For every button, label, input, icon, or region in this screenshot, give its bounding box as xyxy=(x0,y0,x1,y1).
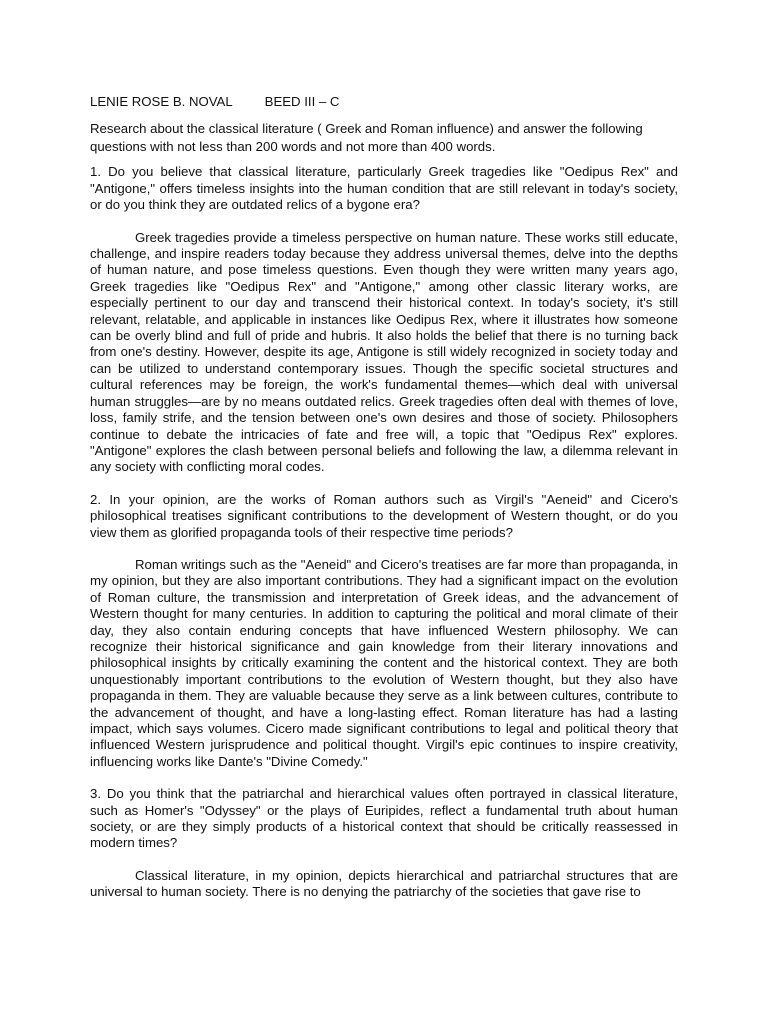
answer-3: Classical literature, in my opinion, depicts hierarchical and patriarchal structures that are universal to human society. There is no denying the patriarchy of the societies that gave rise to xyxy=(90,867,678,900)
course-section: BEED III – C xyxy=(264,94,340,109)
answer-1: Greek tragedies provide a timeless perspective on human nature. These works still educate, challenge, and inspire readers today because they address universal themes, delve into the depths of human nature, and pose timeless questions. Even though they were written many years ago, Greek tragedies like "Oedipus Rex" and "Antigone," among other classic literary works, are especially pertinent to our day and transcend their historical context. In today's society, it's still relevant, relatable, and applicable in instances like Oedipus Rex, where it illustrates how someone can be overly blind and full of pride and hubris. It also holds the belief that there is no turning back from one's destiny. However, despite its age, Antigone is still widely recognized in society today and can be utilized to understand contemporary issues. Though the specific societal structures and cultural references may be foreign, the work's fundamental themes—which deal with universal human struggles—are by no means outdated relics. Greek tragedies often deal with themes of love, loss, family strife, and the tension between one's own desires and those of society. Philosophers continue to debate the intricacies of fate and free will, a topic that "Oedipus Rex" explores. "Antigone" explores the clash between personal beliefs and following the law, a dilemma relevant in any society with conflicting moral codes. xyxy=(90,229,678,475)
question-3: 3. Do you think that the patriarchal and hierarchical values often portrayed in classical literature, such as Homer's "Odyssey" or the plays of Euripides, reflect a fundamental truth about human society, or are they simply products of a historical context that should be critically reassessed in modern times? xyxy=(90,786,678,851)
question-1: 1. Do you believe that classical literature, particularly Greek tragedies like "Oedipus Rex" and "Antigone," offers timeless insights into the human condition that are still relevant in today's society, or do you think they are outdated relics of a bygone era? xyxy=(90,164,678,213)
answer-2: Roman writings such as the "Aeneid" and Cicero's treatises are far more than propaganda, in my opinion, but they are also important contributions. They had a significant impact on the evolution of Roman culture, the transmission and interpretation of Greek ideas, and the advancement of Western thought for many centuries. In addition to capturing the political and moral climate of their day, they also contain enduring concepts that have influenced Western philosophy. We can recognize their historical significance and gain knowledge from their literary innovations and philosophical insights by critically examining the content and the historical context. They are both unquestionably important contributions to the evolution of Western thought, but they also have propaganda in them. They are valuable because they serve as a link between cultures, contribute to the advancement of thought, and have a long-lasting effect. Roman literature has had a lasting impact, which says volumes. Cicero made significant contributions to legal and political theory that influenced Western jurisprudence and political thought. Virgil's epic continues to inspire creativity, influencing works like Dante's "Divine Comedy." xyxy=(90,556,678,769)
document-page xyxy=(90,94,678,917)
question-2: 2. In your opinion, are the works of Roman authors such as Virgil's "Aeneid" and Cicero's philosophical treatises significant contributions to the development of Western thought, or do you view them as glorified propaganda tools of their respective time periods? xyxy=(90,491,678,540)
instructions: Research about the classical literature ( Greek and Roman influence) and answer the following questions with not less than 200 words and not more than 400 words. xyxy=(90,121,643,155)
header-line xyxy=(90,94,678,110)
student-name: LENIE ROSE B. NOVAL xyxy=(90,94,233,109)
